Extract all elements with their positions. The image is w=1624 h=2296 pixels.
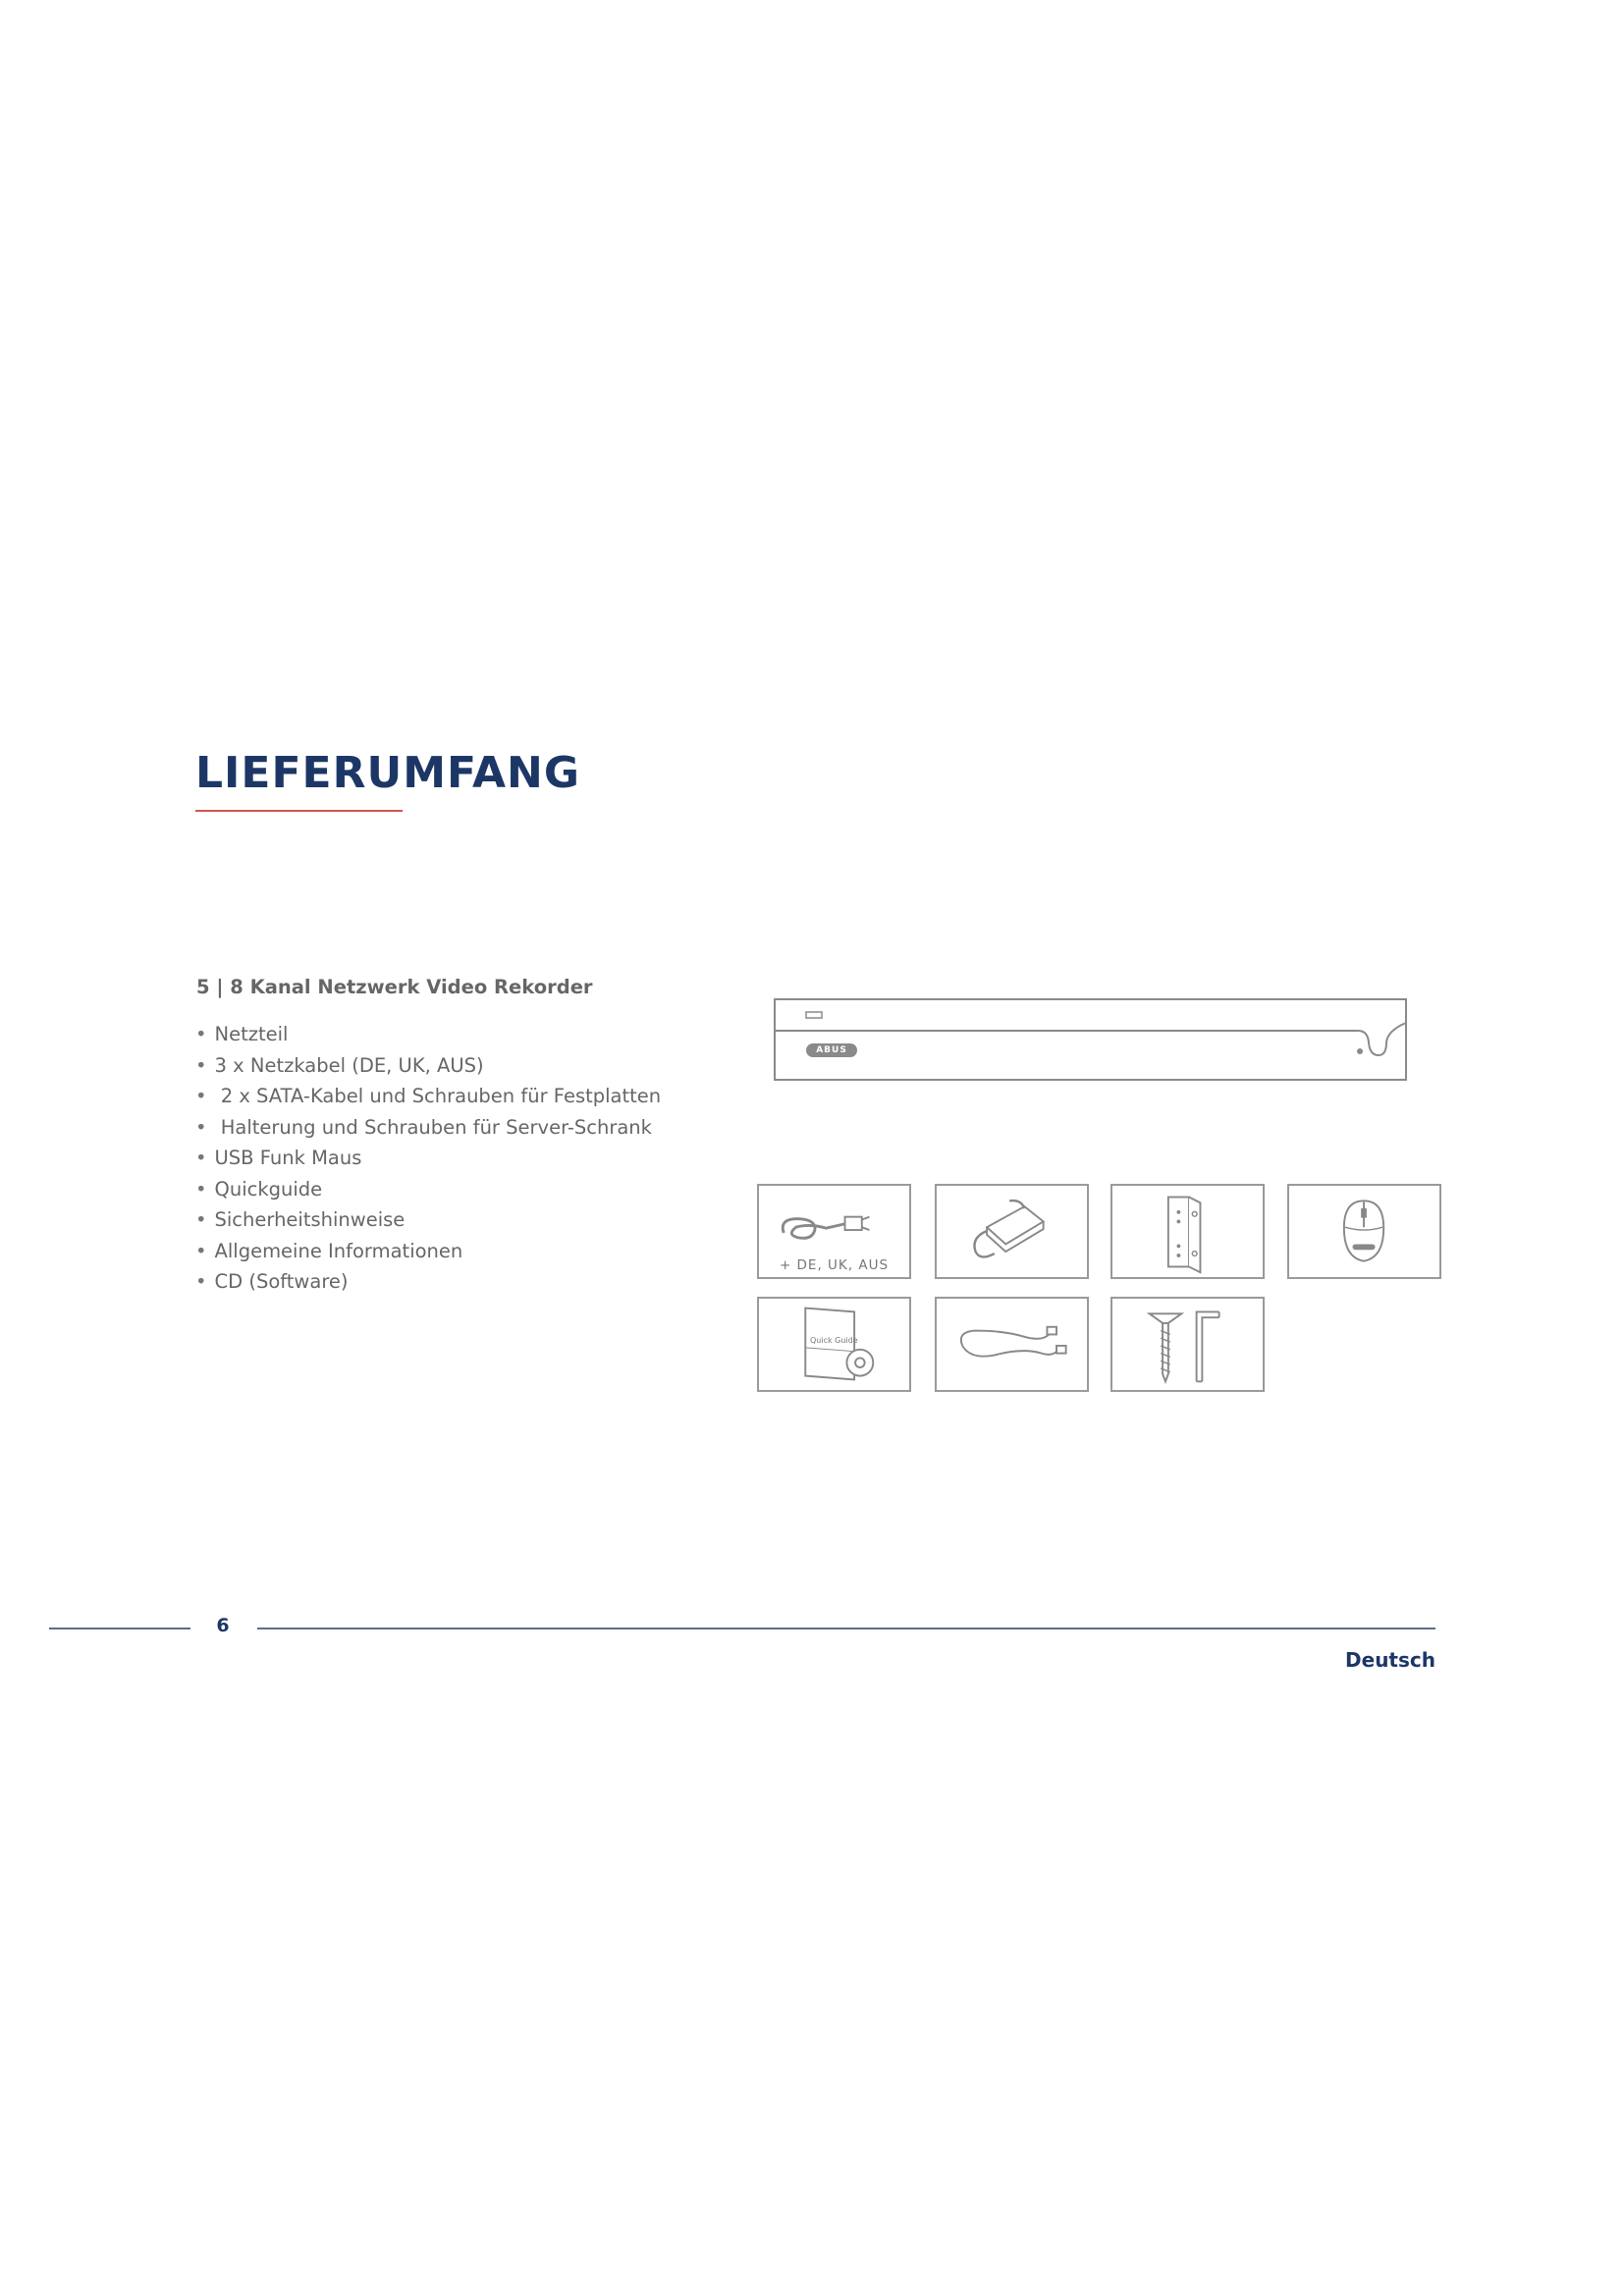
list-item: • USB Funk Maus bbox=[195, 1143, 661, 1174]
list-item: • Halterung und Schrauben für Server-Schrank bbox=[195, 1112, 661, 1144]
quickguide-cd-icon bbox=[757, 1297, 911, 1392]
footer-language: Deutsch bbox=[1345, 1648, 1435, 1672]
product-name: 5 | 8 Kanal Netzwerk Video Rekorder bbox=[196, 976, 593, 998]
page-number: 6 bbox=[216, 1615, 230, 1636]
power-cable-label: + DE, UK, AUS bbox=[779, 1257, 890, 1273]
power-adapter-icon bbox=[935, 1184, 1089, 1279]
usb-mouse-icon bbox=[1287, 1184, 1441, 1279]
list-item: • Netzteil bbox=[195, 1019, 661, 1050]
list-item: • Sicherheitshinweise bbox=[195, 1204, 661, 1236]
sata-cable-icon bbox=[935, 1297, 1089, 1392]
footer-rule bbox=[49, 1628, 190, 1629]
title-underline bbox=[195, 810, 403, 812]
list-item: • Quickguide bbox=[195, 1174, 661, 1205]
list-item: • Allgemeine Informationen bbox=[195, 1236, 661, 1267]
list-item: • CD (Software) bbox=[195, 1266, 661, 1298]
footer-rule bbox=[257, 1628, 1435, 1629]
power-cable-icon bbox=[757, 1184, 911, 1279]
nvr-device-icon bbox=[774, 998, 1408, 1087]
list-item: • 3 x Netzkabel (DE, UK, AUS) bbox=[195, 1050, 661, 1082]
page-title: LIEFERUMFANG bbox=[195, 748, 580, 798]
quickguide-label: Quick Guide bbox=[810, 1336, 858, 1345]
list-item: • 2 x SATA-Kabel und Schrauben für Festplatten bbox=[195, 1081, 661, 1112]
rack-bracket-icon bbox=[1110, 1184, 1265, 1279]
brand-logo-text: ABUS bbox=[816, 1045, 847, 1055]
contents-list bbox=[195, 1019, 661, 1298]
screw-hexkey-icon bbox=[1110, 1297, 1265, 1392]
